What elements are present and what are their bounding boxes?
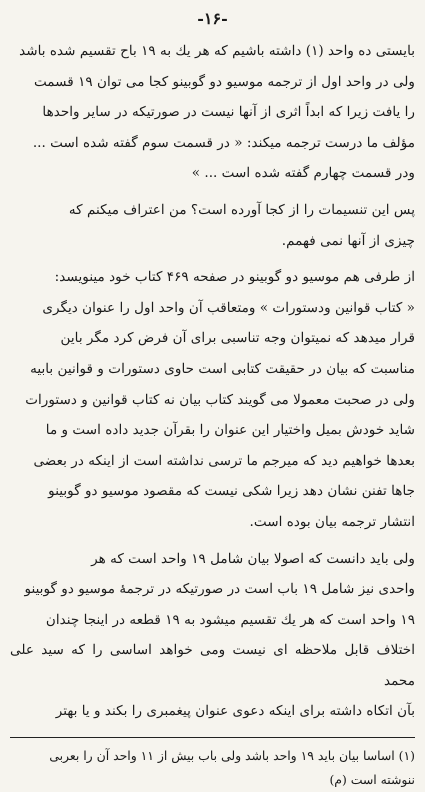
paragraph-1: بایستی ده واحد (١) داشته باشیم که هر یك به ١٩ باح تقسیم شده باشد ولی در واحد اول از ترجمه موسیو دو گوبینو کجا می توان ١٩ قسمت را یافت زیرا که ابداً اثری از آنها نیست در صورتیکه در سایر واحدها مؤلف ما درست ترجمه میکند: « در قسمت سوم گفته شده است ... ودر قسمت چهارم گفته شده است ... » [19,43,415,182]
paragraph-4: ولی باید دانست که اصولا بیان شامل ١٩ واحد است که هر واحدی نیز شامل ١٩ باب است در صورتیکه در ترجمهٔ موسیو دو گوبینو ١٩ واحد است که هر یك تقسیم میشود به ١٩ قطعه در اینجا چندان اختلاف قابل ملاحظه ای نیست ومی خواهد اساسی را که سید علی محمد بآن اتکاه داشته برای اینکه دعوی عنوان پیغمبری را بکند و یا بهتر [10,550,415,720]
footnote: (١) اساسا بیان باید ١٩ واحد باشد ولی باب بیش از ١١ واحد آن را بعربی ننوشته است (م) [49,748,415,788]
paragraph-3: از طرفی هم موسیو دو گوبینو در صفحه ۴۶۹ کتاب خود مینویسد: « کتاب قوانین ودستورات » ومتعاقب آن واحد اول را عنوان دیگری قرار میدهد که نمیتوان وجه تناسبی برای آن فرض کرد مگر باین مناسبت که بیان در حقیقت کتابی است حاوی دستورات و قوانین بابیه ولی در صحبت معمولا می گویند کتاب بیان نه کتاب قوانین و دستورات شاید خودش بمیل واختیار این عنوان را بقرآن جدید داده است و ما بعدها خواهیم دید که میرجم ما ترسی نداشته است از اینکه در بعضی جاها تفنن نشان دهد زیرا شکی نیست که مقصود موسیو دو گوبینو انتشار ترجمه بیان بوده است. [25,269,415,530]
page-number: -١۶- [197,9,228,28]
paragraph-2: پس این تنسیمات را از کجا آورده است؟ من اعتراف میکنم که چیزی از آنها نمی فهمم. [68,201,415,249]
footnote-divider [10,737,415,738]
